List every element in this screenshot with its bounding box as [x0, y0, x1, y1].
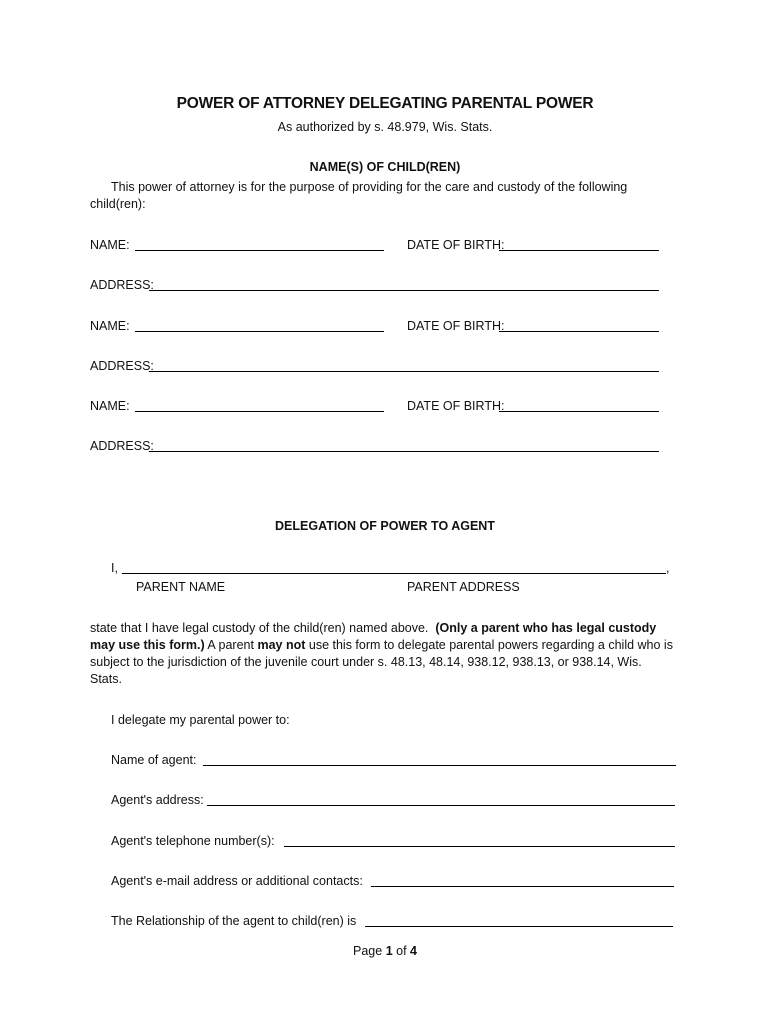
delegation-heading: DELEGATION OF POWER TO AGENT: [275, 519, 495, 533]
relationship-label: The Relationship of the agent to child(ren) is: [111, 914, 357, 928]
form-title: POWER OF ATTORNEY DELEGATING PARENTAL POWER: [176, 95, 594, 112]
custody-para-line4: Stats.: [90, 672, 122, 686]
of-word: of: [396, 944, 407, 958]
child3-dob-field[interactable]: [499, 411, 659, 412]
page-footer: [0, 943, 770, 960]
child1-dob-label: DATE OF BIRTH:: [407, 238, 505, 252]
i-label: I,: [111, 561, 118, 575]
children-intro-line1: This power of attorney is for the purpose of providing for the care and custody of the following: [111, 180, 628, 194]
child1-name-label: NAME:: [90, 238, 130, 252]
page-total: 4: [410, 944, 417, 958]
children-heading: NAME(S) OF CHILD(REN): [309, 160, 461, 174]
delegate-intro: I delegate my parental power to:: [111, 713, 290, 727]
custody-statement: state that I have legal custody of the child(ren) named above.: [90, 621, 429, 635]
may-not-emphasis: may not: [257, 638, 306, 652]
page-number: 1: [385, 944, 393, 958]
page-word: Page: [353, 944, 383, 958]
custody-warning-b: may use this form.): [90, 638, 205, 652]
custody-para-line1: [90, 620, 656, 637]
comma: ,: [666, 561, 670, 575]
custody-warning-a: (Only a parent who has legal custody: [435, 621, 657, 635]
child1-dob-field[interactable]: [499, 250, 659, 251]
agent-email-field[interactable]: [371, 886, 674, 887]
child2-name-field[interactable]: [135, 331, 384, 332]
child1-address-field[interactable]: [149, 290, 659, 291]
child2-address-field[interactable]: [149, 371, 659, 372]
child1-address-label: ADDRESS:: [90, 278, 154, 292]
parent-address-label: PARENT ADDRESS: [407, 580, 520, 594]
parent-name-address-field[interactable]: [122, 573, 666, 574]
agent-address-field[interactable]: [207, 805, 675, 806]
child3-name-field[interactable]: [135, 411, 384, 412]
child2-dob-label: DATE OF BIRTH:: [407, 319, 505, 333]
relationship-field[interactable]: [365, 926, 673, 927]
child3-name-label: NAME:: [90, 399, 130, 413]
child3-address-label: ADDRESS:: [90, 439, 154, 453]
agent-name-label: Name of agent:: [111, 753, 197, 767]
custody-para-line2: [90, 637, 673, 654]
custody-text-d: use this form to delegate parental powers regarding a child who is: [305, 638, 673, 652]
child1-name-field[interactable]: [135, 250, 384, 251]
parent-name-label: PARENT NAME: [136, 580, 226, 594]
agent-address-label: Agent's address:: [111, 793, 204, 807]
child2-address-label: ADDRESS:: [90, 359, 154, 373]
agent-phone-field[interactable]: [284, 846, 675, 847]
agent-phone-label: Agent's telephone number(s):: [111, 834, 275, 848]
custody-para-line3: subject to the jurisdiction of the juvenile court under s. 48.13, 48.14, 938.12, 938.13, or 938.14, Wis.: [90, 655, 642, 669]
child3-dob-label: DATE OF BIRTH:: [407, 399, 505, 413]
child2-dob-field[interactable]: [499, 331, 659, 332]
form-subtitle: As authorized by s. 48.979, Wis. Stats.: [277, 120, 493, 134]
child2-name-label: NAME:: [90, 319, 130, 333]
custody-text-b: A parent: [204, 638, 258, 652]
children-intro-line2: child(ren):: [90, 197, 146, 211]
agent-name-field[interactable]: [203, 765, 676, 766]
agent-email-label: Agent's e-mail address or additional contacts:: [111, 874, 363, 888]
child3-address-field[interactable]: [149, 451, 659, 452]
